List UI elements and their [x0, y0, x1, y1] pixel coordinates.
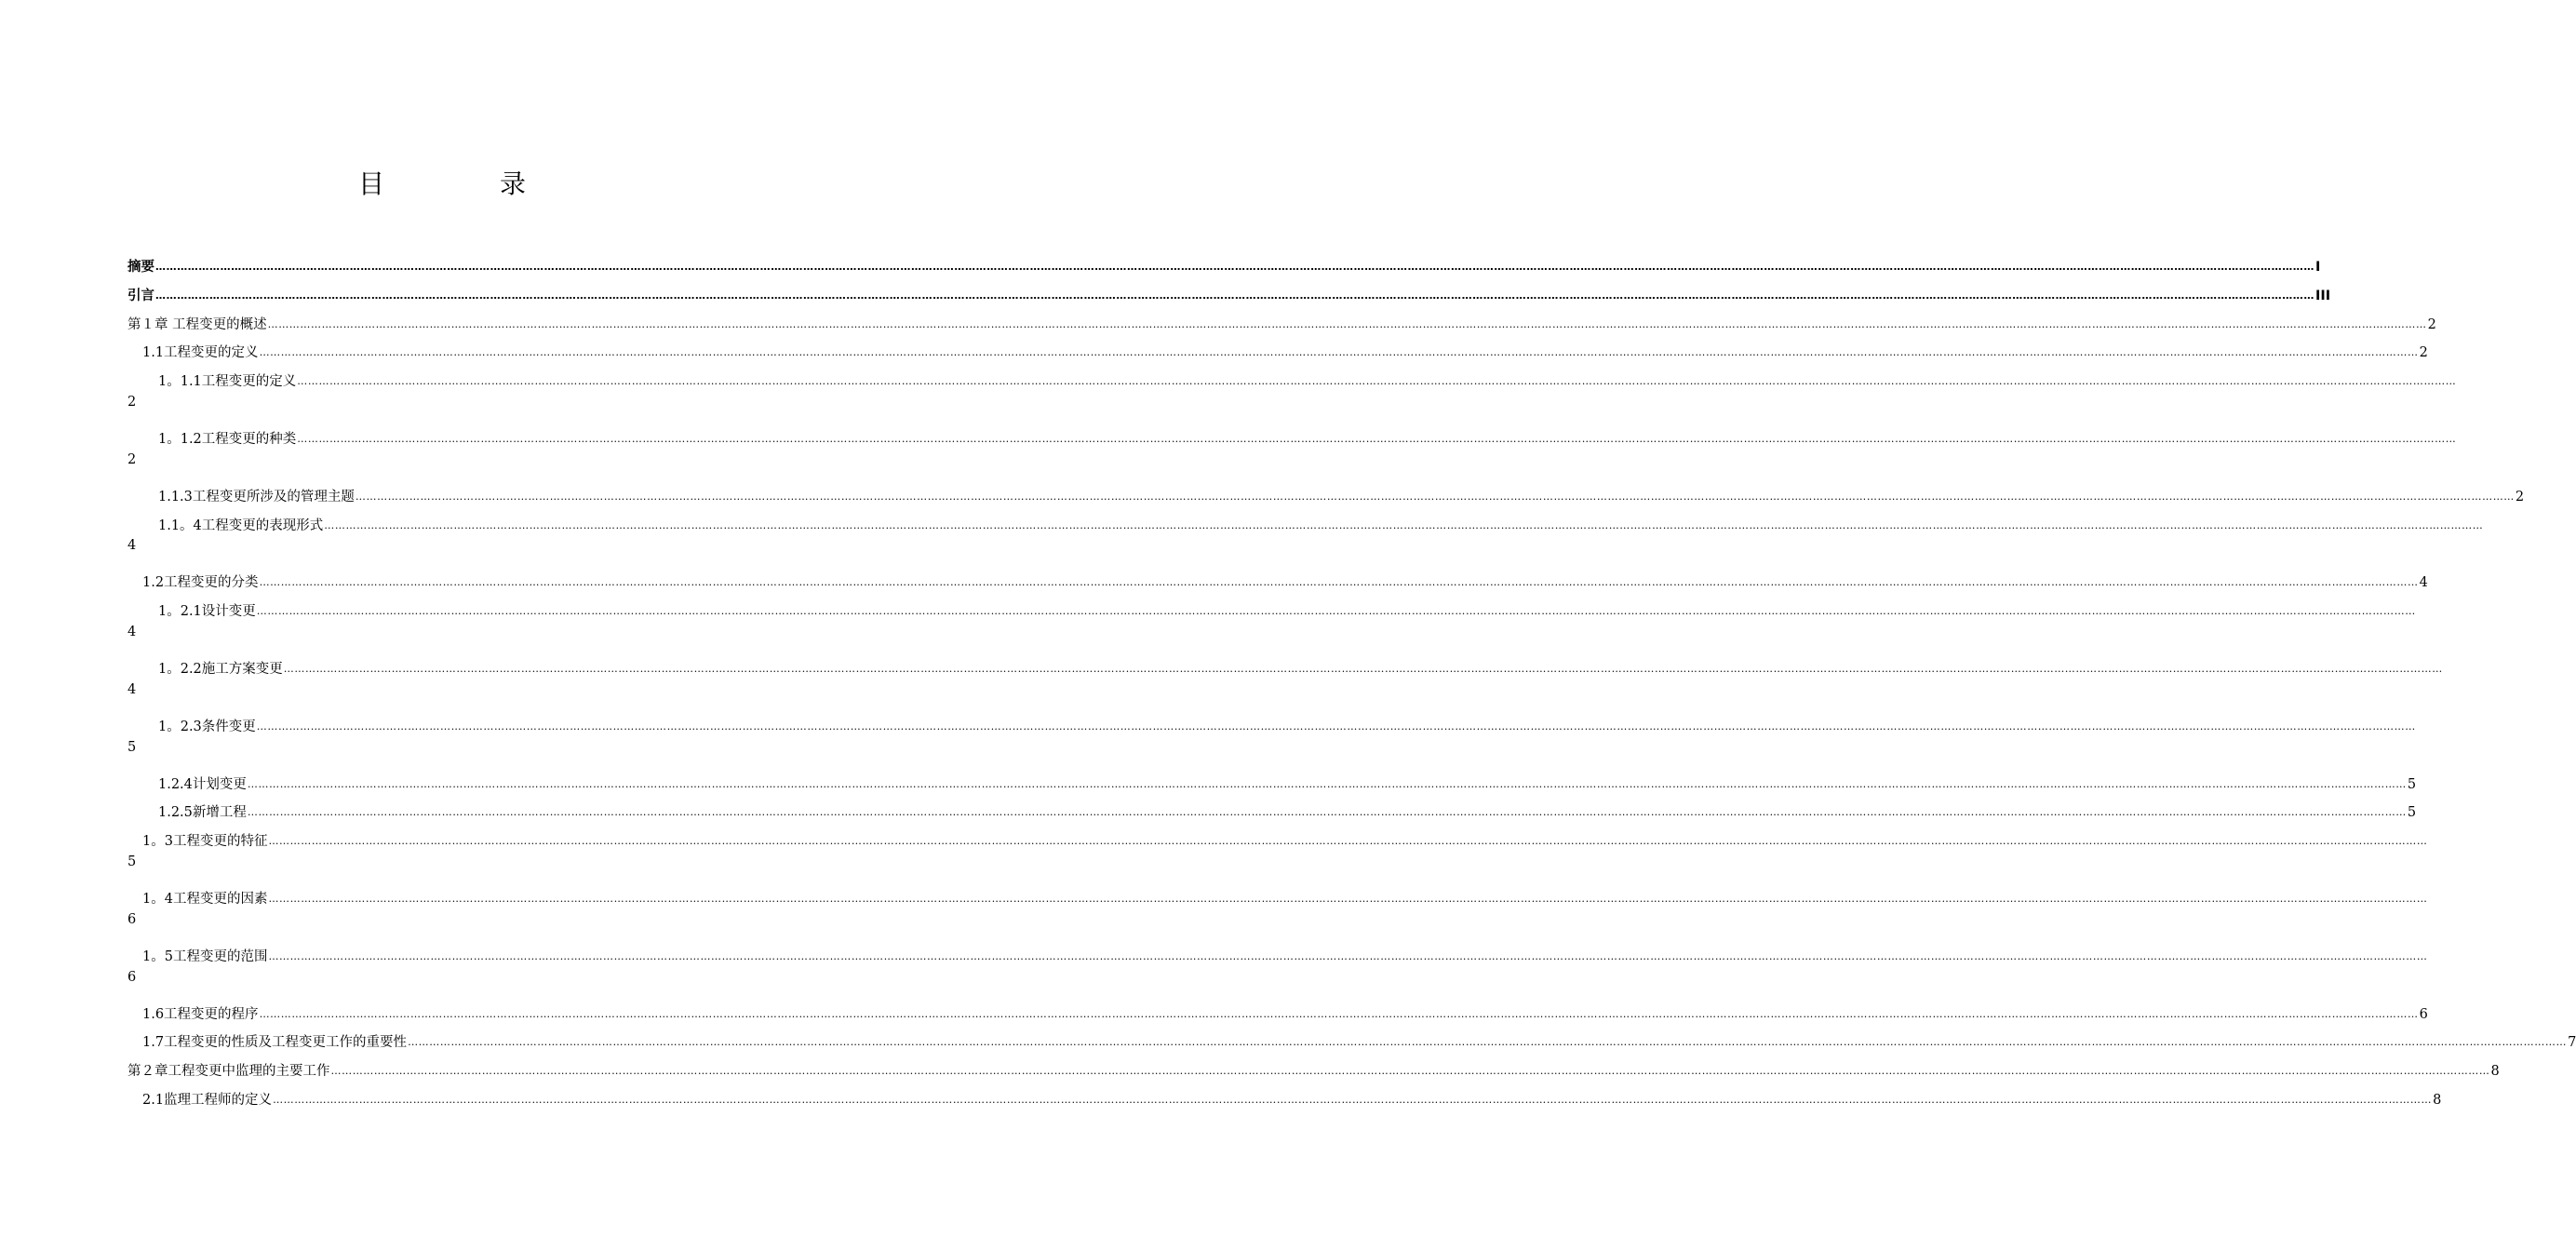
toc-entry[interactable] — [127, 563, 2428, 592]
toc-entry[interactable] — [127, 650, 2443, 679]
toc-entry-label: 1.2.5新增工程 — [158, 805, 247, 821]
toc-dot-leader: …………………………………………………………………………………………………………………………………………………………………………………………………………………………………………………………………………………………………………………………………………………………………………………………………………………………………………………………………………………………………………………………………………………… — [268, 949, 2428, 962]
toc-title: 目 录 — [357, 168, 570, 199]
toc-dot-leader: …………………………………………………………………………………………………………………………………………………………………………………………………………………………………………………………………………………………………………………………………………………………………………………………………………………………………………………………………………………………………………………………………………………… — [259, 346, 2419, 359]
toc-entry-label: 1.2工程变更的分类 — [142, 575, 259, 591]
toc-entry-label: 第１章 工程变更的概述 — [127, 316, 267, 332]
toc-dot-leader: …………………………………………………………………………………………………………………………………………………………………………………………………………………………………………………………………………………………………………………………………………………………………………………………………………………………………………………………………………………………………………………………………………………… — [330, 1065, 2490, 1078]
toc-dot-leader: …………………………………………………………………………………………………………………………………………………………………………………………………………………………………………………………………………………………………………………………………………………………………………………………………………………………………………………………………………………………………………………………………………………… — [408, 1036, 2568, 1049]
toc-entry[interactable] — [127, 420, 2457, 449]
toc-dot-leader: …………………………………………………………………………………………………………………………………………………………………………………………………………………………………………………………………………………………………………………………………………………………………………………………………………………………………………………………………………………………………………………………………………………… — [267, 317, 2427, 330]
toc-entry[interactable] — [127, 1023, 2576, 1052]
toc-entry[interactable] — [127, 1081, 2442, 1110]
toc-dot-leader: …………………………………………………………………………………………………………………………………………………………………………………………………………………………………………………………………………………………………………………………………………………………………………………………………………………………………………………………………………………………………………………………………………………… — [324, 518, 2484, 531]
toc-entry[interactable] — [127, 248, 2321, 276]
toc-entry[interactable] — [127, 305, 2436, 334]
toc-dot-leader: …………………………………………………………………………………………………………………………………………………………………………………………………………………………………………………………………………………………………………………………………………………………………………………………………………………………………………………………………………………………………………………………………………………… — [355, 490, 2515, 503]
toc-dot-leader: …………………………………………………………………………………………………………………………………………………………………………………………………………………………………………………………………………………………………………………………………………………………………………………………………………………………………………………………………………………………………………………………………………………… — [155, 289, 2314, 302]
toc-entry-page: 2 — [2419, 345, 2428, 361]
toc-entry-page: 5 — [127, 854, 137, 869]
toc-entry-page: 2 — [127, 451, 137, 467]
toc-dot-leader: …………………………………………………………………………………………………………………………………………………………………………………………………………………………………………………………………………………………………………………………………………………………………………………………………………………………………………………………………………………………………………………………………………………… — [268, 893, 2428, 905]
toc-entry-page: 5 — [2407, 776, 2417, 792]
toc-entry-label: 第２章工程变更中监理的主要工作 — [127, 1064, 330, 1080]
toc-dot-leader: …………………………………………………………………………………………………………………………………………………………………………………………………………………………………………………………………………………………………………………………………………………………………………………………………………………………………………………………………………………………………………………………………………………… — [259, 1007, 2419, 1020]
toc-entry[interactable] — [127, 362, 2457, 391]
toc-dot-leader: …………………………………………………………………………………………………………………………………………………………………………………………………………………………………………………………………………………………………………………………………………………………………………………………………………………………………………………………………………………………………………………………………………………… — [283, 663, 2443, 675]
toc-dot-leader: …………………………………………………………………………………………………………………………………………………………………………………………………………………………………………………………………………………………………………………………………………………………………………………………………………………………………………………………………………………………………………………………………………………… — [259, 576, 2419, 589]
toc-entry[interactable] — [127, 880, 2428, 908]
toc-entry-page: 4 — [2419, 575, 2428, 591]
toc-dot-leader: …………………………………………………………………………………………………………………………………………………………………………………………………………………………………………………………………………………………………………………………………………………………………………………………………………………………………………………………………………………………………………………………………………………… — [273, 1094, 2433, 1106]
toc-entry-label: 1。2.3条件变更 — [158, 719, 256, 734]
toc-entry[interactable] — [127, 822, 2428, 851]
toc-entry-label: 1.1.3工程变更所涉及的管理主题 — [158, 489, 355, 504]
toc-entry-label: 1。1.1工程变更的定义 — [158, 374, 297, 390]
toc-entry-label: 1。5工程变更的范围 — [142, 948, 268, 964]
toc-entry[interactable] — [127, 478, 2525, 506]
toc-entry-label: 1。3工程变更的特征 — [142, 834, 268, 850]
toc-dot-leader: …………………………………………………………………………………………………………………………………………………………………………………………………………………………………………………………………………………………………………………………………………………………………………………………………………………………………………………………………………………………………………………………………………………… — [268, 835, 2428, 848]
toc-entry-label: 1。2.1设计变更 — [158, 604, 256, 620]
toc-entry-page: I — [2315, 260, 2321, 275]
toc-dot-leader: …………………………………………………………………………………………………………………………………………………………………………………………………………………………………………………………………………………………………………………………………………………………………………………………………………………………………………………………………………………………………………………………………………………… — [256, 605, 2416, 618]
toc-entry[interactable] — [127, 765, 2417, 794]
toc-dot-leader: …………………………………………………………………………………………………………………………………………………………………………………………………………………………………………………………………………………………………………………………………………………………………………………………………………………………………………………………………………………………………………………………………………………… — [247, 777, 2407, 790]
toc-entry-page: III — [2315, 288, 2331, 303]
toc-dot-leader: …………………………………………………………………………………………………………………………………………………………………………………………………………………………………………………………………………………………………………………………………………………………………………………………………………………………………………………………………………………………………………………………………………………… — [297, 375, 2457, 388]
toc-entry-page: 7 — [2568, 1035, 2576, 1051]
toc-entry-label: 1。4工程变更的因素 — [142, 892, 268, 907]
toc-entry-page: 5 — [127, 739, 137, 755]
toc-entry-page: 6 — [127, 911, 137, 927]
toc-entry[interactable] — [127, 995, 2428, 1024]
toc-entry-label: 1.7工程变更的性质及工程变更工作的重要性 — [142, 1035, 408, 1051]
toc-dot-leader: …………………………………………………………………………………………………………………………………………………………………………………………………………………………………………………………………………………………………………………………………………………………………………………………………………………………………………………………………………………………………………………………………………………… — [155, 261, 2314, 273]
toc-entry-label: 1。1.2工程变更的种类 — [158, 432, 297, 447]
toc-entry-page: 4 — [127, 538, 137, 554]
toc-entry-page: 4 — [127, 625, 137, 639]
toc-dot-leader: …………………………………………………………………………………………………………………………………………………………………………………………………………………………………………………………………………………………………………………………………………………………………………………………………………………………………………………………………………………………………………………………………………………… — [297, 433, 2457, 445]
toc-entry-label: 1。2.2施工方案变更 — [158, 662, 283, 677]
toc-entry-label: 1.1工程变更的定义 — [142, 345, 259, 361]
toc-entry-page: 8 — [2490, 1064, 2500, 1080]
toc-entry-page: 6 — [127, 969, 137, 985]
toc-dot-leader: …………………………………………………………………………………………………………………………………………………………………………………………………………………………………………………………………………………………………………………………………………………………………………………………………………………………………………………………………………………………………………………………………………………… — [247, 806, 2407, 819]
toc-entry-page: 2 — [127, 395, 137, 410]
toc-entry[interactable] — [127, 592, 2416, 621]
toc-entry[interactable] — [127, 333, 2428, 362]
toc-entry[interactable] — [127, 506, 2484, 535]
toc-entry-page: 2 — [2427, 316, 2436, 332]
toc-entry-label: 2.1监理工程师的定义 — [142, 1093, 273, 1108]
toc-entry-page: 4 — [127, 681, 137, 697]
toc-entry-label: 1.6工程变更的程序 — [142, 1006, 259, 1022]
toc-entry[interactable] — [127, 793, 2417, 822]
toc-entry-page: 8 — [2433, 1093, 2442, 1108]
toc-entry-label: 1.1。4工程变更的表现形式 — [158, 518, 324, 533]
toc-entry-label: 摘要 — [127, 260, 154, 275]
toc-entry-page: 6 — [2419, 1006, 2428, 1022]
toc-entry[interactable] — [127, 937, 2428, 966]
toc-entry-page: 2 — [2515, 489, 2525, 504]
toc-entry-label: 1.2.4计划变更 — [158, 776, 247, 792]
toc-entry[interactable] — [127, 276, 2331, 305]
toc-entry[interactable] — [127, 707, 2416, 736]
toc-entry[interactable] — [127, 1052, 2500, 1081]
toc-entry-page: 5 — [2407, 805, 2417, 821]
toc-dot-leader: …………………………………………………………………………………………………………………………………………………………………………………………………………………………………………………………………………………………………………………………………………………………………………………………………………………………………………………………………………………………………………………………………………………… — [256, 720, 2416, 733]
toc-entry-label: 引言 — [127, 288, 154, 303]
